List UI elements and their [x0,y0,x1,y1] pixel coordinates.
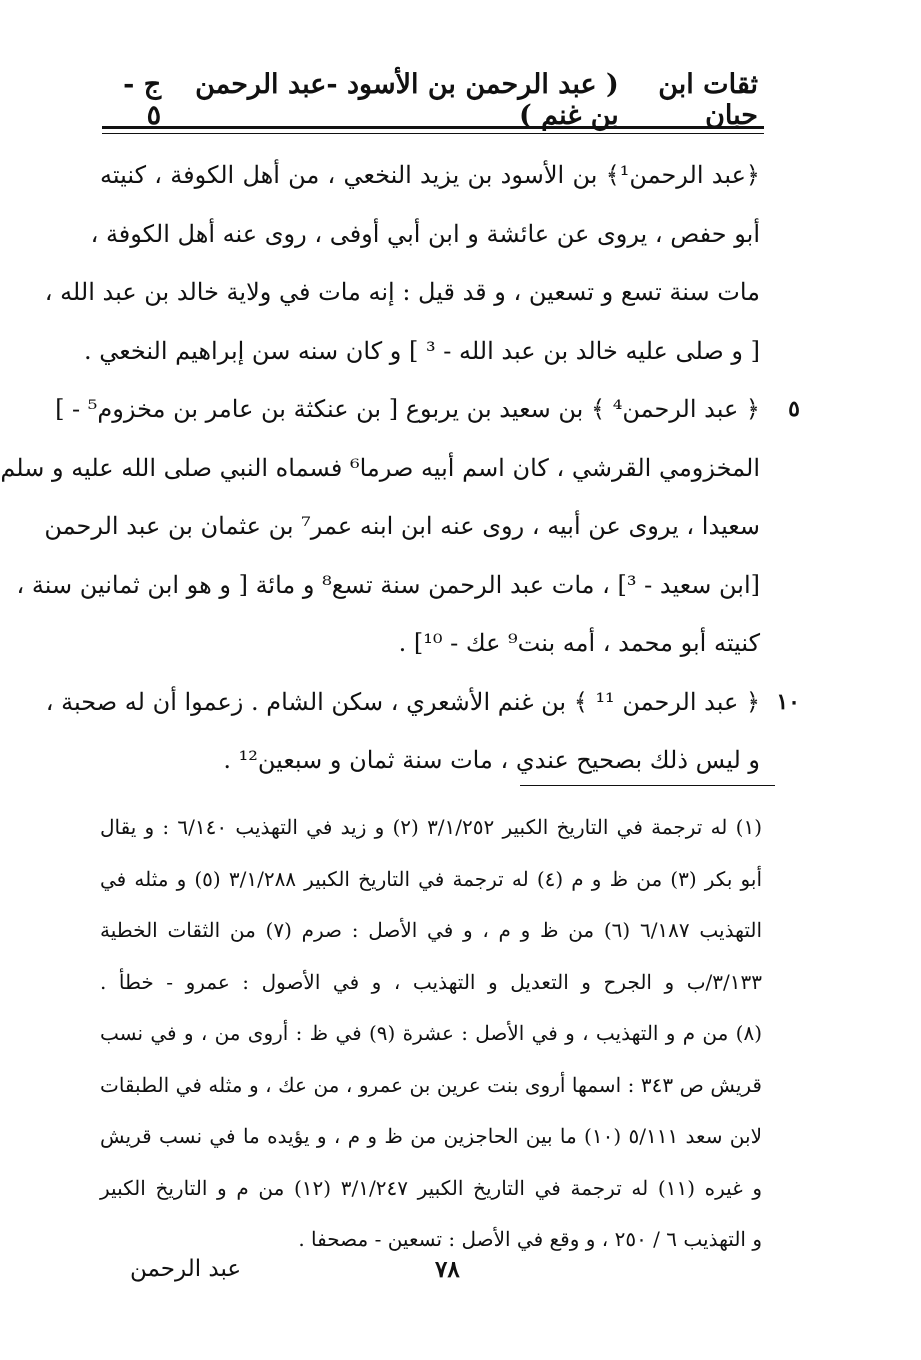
catchword: عبد الرحمن [130,1256,242,1282]
text-line [45,673,800,732]
footnote-line: لابن سعد ٥/١١١ (١٠) ما بين الحاجزين من ظ و م ، و يؤيده ما في نسب قريش [100,1124,762,1148]
line-text: [ و صلى عليه خالد بن عبد الله - ³ ] و كان سنه سن إبراهيم النخعي . [83,336,760,365]
line-text: المخزومي القرشي ، كان اسم أبيه صرما⁶ فسماه النبي صلى الله عليه و سلم [0,453,760,482]
running-header [108,69,758,131]
line-text: كنيته أبو محمد ، أمه بنت⁹ عك - ¹⁰] . [398,629,760,657]
line-text: مات سنة تسع و تسعين ، و قد قيل : إنه مات في ولاية خالد بن عبد الله ، [44,278,760,306]
footnote-line: (٨) من م و التهذيب ، و في الأصل : عشرة (٩) في ظ : أروى من ، و في نسب [100,1021,762,1045]
footnote-line: و التهذيب ٦ / ٢٥٠ ، و وقع في الأصل : تسعين - مصحفا . [298,1227,762,1251]
line-text: [ابن سعيد - ³] ، مات عبد الرحمن سنة تسع⁸ و مائة [ و هو ابن ثمانين سنة ، [16,570,760,599]
footnote-line: ٣/١٣٣/ب و الجرح و التعديل و التهذيب ، و في الأصول : عمرو - خطأ . [100,969,762,994]
line-text: أبو حفص ، يروى عن عائشة و ابن أبي أوفى ، روى عنه أهل الكوفة ، [90,219,760,248]
header-rule [102,126,764,129]
text-line [0,439,760,498]
footnote-line: أبو بكر (٣) من ظ و م (٤) له ترجمة في التاريخ الكبير ٣/١/٢٨٨ (٥) و مثله في [100,866,762,891]
page-footer [130,1256,770,1296]
footnote-separator [520,785,775,786]
footnote-line: قريش ص ٣٤٣ : اسمها أروى بنت عرين بن عمرو ، من عك ، و مثله في الطبقات [100,1072,762,1097]
main-text [0,146,800,790]
header-rule-thin [102,133,764,134]
line-text: ﴿عبد الرحمن¹﴾ بن الأسود بن يزيد النخعي ، من أهل الكوفة ، كنيته [100,161,760,189]
text-line [44,263,760,322]
footnote-line: التهذيب ٦/١٨٧ (٦) من ظ و م ، و في الأصل : صرم (٧) من الثقات الخطية [100,918,762,942]
header-volume: ج - ٥ [123,69,162,131]
text-line [55,380,800,439]
text-line [16,556,760,615]
footnotes [100,802,762,1266]
page-number: ٧٨ [435,1256,460,1283]
text-line [90,205,760,264]
text-line [100,146,760,205]
text-line [83,322,760,381]
header-title: ثقات ابن حبان [658,69,758,131]
line-text: ﴿ عبد الرحمن ¹¹ ﴾ بن غنم الأشعري ، سكن الشام . زعموا أن له صحبة ، [45,687,760,716]
line-number: ١٠ [776,688,800,715]
line-number: ٥ [788,396,800,422]
text-line [100,731,760,790]
line-text: ﴿ عبد الرحمن⁴ ﴾ بن سعيد بن يربوع [ بن عنكثة بن عامر بن مخزوم⁵ - ] [55,395,760,423]
line-text: سعيدا ، يروى عن أبيه ، روى عنه ابن ابنه عمر⁷ بن عثمان بن عبد الرحمن [44,512,760,540]
line-text: و ليس ذلك بصحيح عندي ، مات سنة ثمان و سبعين¹² . [223,746,760,774]
text-line [100,614,760,673]
footnote-line: (١) له ترجمة في التاريخ الكبير ٣/١/٢٥٢ (٢) و زيد في التهذيب ٦/١٤٠ : و يقال [100,815,762,839]
footnote-line: و غيره (١١) له ترجمة في التاريخ الكبير ٣/١/٢٤٧ (١٢) من م و التاريخ الكبير [100,1175,762,1200]
text-line [44,497,760,556]
header-range: ( عبد الرحمن بن الأسود -عبد الرحمن بن غنم ) [195,69,619,131]
